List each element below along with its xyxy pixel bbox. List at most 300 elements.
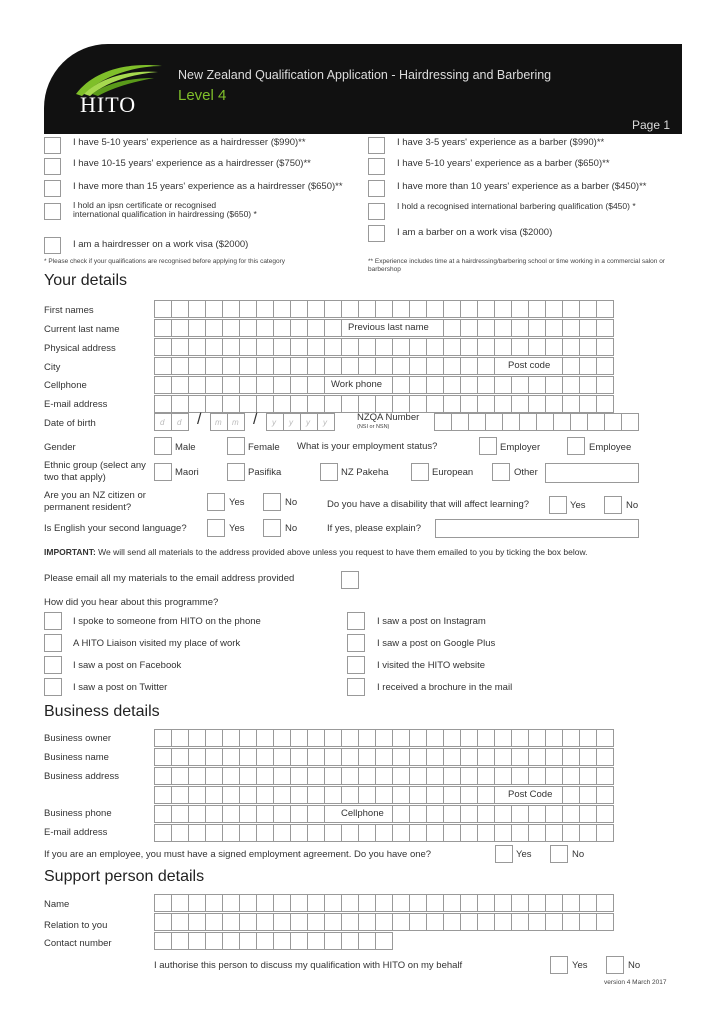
grid-cell[interactable] [171,894,189,912]
exp-barber-checkbox-5[interactable] [368,225,385,242]
grid-cell[interactable] [536,413,554,431]
grid-cell[interactable] [307,300,325,318]
grid-cell[interactable] [256,894,274,912]
grid-cell[interactable] [579,300,597,318]
grid-cell[interactable] [579,357,597,375]
grid-cell[interactable] [562,748,580,766]
grid-cell[interactable] [596,395,614,413]
grid-cell[interactable] [273,395,291,413]
grid-cell[interactable] [579,748,597,766]
grid-cell[interactable] [171,338,189,356]
grid-cell[interactable] [443,913,461,931]
grid-cell[interactable] [307,319,325,337]
grid-cell[interactable] [460,767,478,785]
grid-cell[interactable] [171,319,189,337]
grid-cell[interactable] [426,357,444,375]
grid-cell[interactable] [239,338,257,356]
grid-cell[interactable] [324,932,342,950]
grid-cell[interactable] [494,338,512,356]
grid-cell[interactable] [171,357,189,375]
grid-cell[interactable] [273,913,291,931]
grid-cell[interactable] [358,395,376,413]
grid-cell[interactable] [375,786,393,804]
grid-cell[interactable] [443,894,461,912]
email-input[interactable] [154,395,613,413]
authorise-yes-checkbox[interactable] [550,956,568,974]
grid-cell[interactable] [392,824,410,842]
grid-cell[interactable] [358,824,376,842]
grid-cell[interactable] [358,748,376,766]
grid-cell[interactable] [562,338,580,356]
first-names-input[interactable] [154,300,613,318]
grid-cell[interactable] [511,805,529,823]
grid-cell[interactable] [290,729,308,747]
grid-cell[interactable] [392,376,410,394]
grid-cell[interactable] [188,894,206,912]
grid-cell[interactable] [460,894,478,912]
grid-cell[interactable] [341,748,359,766]
grid-cell[interactable] [307,357,325,375]
grid-cell[interactable] [222,894,240,912]
agreement-no-checkbox[interactable] [550,845,568,863]
grid-cell[interactable] [307,748,325,766]
grid-cell[interactable] [460,786,478,804]
grid-cell[interactable] [426,913,444,931]
grid-cell[interactable] [188,767,206,785]
grid-cell[interactable] [324,913,342,931]
grid-cell[interactable] [188,824,206,842]
grid-cell[interactable] [188,319,206,337]
grid-cell[interactable] [239,376,257,394]
grid-cell[interactable] [494,805,512,823]
grid-cell[interactable] [477,786,495,804]
grid-cell[interactable] [290,319,308,337]
grid-cell[interactable] [205,729,223,747]
grid-cell[interactable] [426,767,444,785]
grid-cell[interactable] [545,824,563,842]
grid-cell[interactable] [307,338,325,356]
grid-cell[interactable] [409,805,427,823]
grid-cell[interactable] [222,357,240,375]
hear-facebook-checkbox[interactable] [44,656,62,674]
grid-cell[interactable] [579,824,597,842]
grid-cell[interactable] [443,824,461,842]
business-owner-input[interactable] [154,729,613,747]
grid-cell[interactable] [273,748,291,766]
grid-cell[interactable] [307,894,325,912]
grid-cell[interactable] [307,395,325,413]
grid-cell[interactable] [562,767,580,785]
agreement-yes-checkbox[interactable] [495,845,513,863]
grid-cell[interactable] [528,805,546,823]
grid-cell[interactable] [239,357,257,375]
email-materials-checkbox[interactable] [341,571,359,589]
grid-cell[interactable] [409,376,427,394]
grid-cell[interactable] [511,300,529,318]
grid-cell[interactable] [528,338,546,356]
explain-input[interactable] [435,519,639,538]
grid-cell[interactable] [222,376,240,394]
grid-cell[interactable] [205,824,223,842]
grid-cell[interactable] [460,824,478,842]
grid-cell[interactable] [273,932,291,950]
grid-cell[interactable] [273,300,291,318]
grid-cell[interactable] [494,729,512,747]
grid-cell[interactable] [494,395,512,413]
grid-cell[interactable] [222,932,240,950]
grid-cell[interactable] [545,376,563,394]
grid-cell[interactable] [307,932,325,950]
ethnic-pasifika-checkbox[interactable] [227,463,245,481]
grid-cell[interactable] [290,395,308,413]
grid-cell[interactable] [392,894,410,912]
grid-cell[interactable] [290,913,308,931]
grid-cell[interactable] [545,748,563,766]
grid-cell[interactable] [290,376,308,394]
grid-cell[interactable] [562,376,580,394]
grid-cell[interactable] [273,805,291,823]
grid-cell[interactable] [171,932,189,950]
grid-cell[interactable] [171,376,189,394]
grid-cell[interactable] [494,319,512,337]
grid-cell[interactable] [375,824,393,842]
grid-cell[interactable] [154,319,172,337]
grid-cell[interactable] [562,357,580,375]
grid-cell[interactable] [171,395,189,413]
grid-cell[interactable] [256,729,274,747]
grid-cell[interactable] [341,338,359,356]
grid-cell[interactable] [171,748,189,766]
citizen-yes-checkbox[interactable] [207,493,225,511]
grid-cell[interactable] [341,767,359,785]
grid-cell[interactable] [528,748,546,766]
grid-cell[interactable] [375,729,393,747]
exp-barber-checkbox-2[interactable] [368,158,385,175]
grid-cell[interactable] [188,338,206,356]
grid-cell[interactable] [596,913,614,931]
grid-cell[interactable] [256,748,274,766]
grid-cell[interactable] [358,767,376,785]
grid-cell[interactable] [273,786,291,804]
grid-cell[interactable] [392,748,410,766]
grid-cell[interactable] [477,376,495,394]
grid-cell[interactable] [188,913,206,931]
grid-cell[interactable] [154,932,172,950]
grid-cell[interactable] [596,319,614,337]
hear-googleplus-checkbox[interactable] [347,634,365,652]
grid-cell[interactable] [477,894,495,912]
grid-cell[interactable] [443,319,461,337]
grid-cell[interactable] [273,824,291,842]
grid-cell[interactable] [154,805,172,823]
grid-cell[interactable] [256,913,274,931]
grid-cell[interactable] [239,932,257,950]
grid-cell[interactable] [154,748,172,766]
hear-twitter-checkbox[interactable] [44,678,62,696]
gender-male-checkbox[interactable] [154,437,172,455]
grid-cell[interactable] [460,395,478,413]
grid-cell[interactable] [477,767,495,785]
grid-cell[interactable] [409,913,427,931]
grid-cell[interactable] [579,338,597,356]
grid-cell[interactable] [341,395,359,413]
grid-cell[interactable] [358,357,376,375]
grid-cell[interactable] [426,748,444,766]
grid-cell[interactable] [553,413,571,431]
grid-cell[interactable] [375,932,393,950]
grid-cell[interactable] [477,395,495,413]
grid-cell[interactable] [256,319,274,337]
grid-cell[interactable] [443,748,461,766]
grid-cell[interactable] [375,913,393,931]
grid-cell[interactable] [324,767,342,785]
grid-cell[interactable] [239,913,257,931]
ethnic-other-input[interactable] [545,463,639,483]
grid-cell[interactable] [171,824,189,842]
grid-cell[interactable] [477,300,495,318]
exp-hair-checkbox-5[interactable] [44,237,61,254]
grid-cell[interactable] [621,413,639,431]
grid-cell[interactable] [460,376,478,394]
grid-cell[interactable] [205,300,223,318]
grid-cell[interactable] [392,395,410,413]
grid-cell[interactable] [290,894,308,912]
business-email-input[interactable] [154,824,613,842]
grid-cell[interactable] [460,805,478,823]
grid-cell[interactable] [460,300,478,318]
citizen-no-checkbox[interactable] [263,493,281,511]
grid-cell[interactable] [596,748,614,766]
grid-cell[interactable] [409,357,427,375]
grid-cell[interactable] [239,824,257,842]
grid-cell[interactable] [443,729,461,747]
hear-website-checkbox[interactable] [347,656,365,674]
grid-cell[interactable] [562,395,580,413]
grid-cell[interactable] [256,300,274,318]
grid-cell[interactable] [154,300,172,318]
grid-cell[interactable] [511,894,529,912]
grid-cell[interactable] [358,338,376,356]
exp-barber-checkbox-4[interactable] [368,203,385,220]
grid-cell[interactable] [307,913,325,931]
grid-cell[interactable] [222,748,240,766]
grid-cell[interactable] [443,786,461,804]
grid-cell[interactable] [443,767,461,785]
grid-cell[interactable] [273,376,291,394]
grid-cell[interactable] [426,376,444,394]
grid-cell[interactable] [494,894,512,912]
grid-cell[interactable] [468,413,486,431]
grid-cell[interactable] [205,395,223,413]
grid-cell[interactable] [358,300,376,318]
grid-cell[interactable] [477,805,495,823]
grid-cell[interactable] [409,300,427,318]
grid-cell[interactable] [494,824,512,842]
grid-cell[interactable] [596,805,614,823]
grid-cell[interactable] [579,894,597,912]
grid-cell[interactable] [528,913,546,931]
grid-cell[interactable] [290,357,308,375]
grid-cell[interactable] [426,338,444,356]
grid-cell[interactable] [188,729,206,747]
grid-cell[interactable] [375,300,393,318]
grid-cell[interactable] [562,729,580,747]
grid-cell[interactable] [511,338,529,356]
grid-cell[interactable] [485,413,503,431]
grid-cell[interactable] [324,300,342,318]
grid-cell[interactable] [562,894,580,912]
grid-cell[interactable] [188,786,206,804]
grid-cell[interactable] [460,913,478,931]
grid-cell[interactable] [477,913,495,931]
grid-cell[interactable] [171,300,189,318]
grid-cell[interactable] [341,932,359,950]
grid-cell[interactable] [290,338,308,356]
grid-cell[interactable] [460,319,478,337]
grid-cell[interactable] [460,357,478,375]
physical-address-input[interactable] [154,338,613,356]
grid-cell[interactable] [239,300,257,318]
support-contact-input[interactable] [154,932,392,950]
grid-cell[interactable] [307,376,325,394]
grid-cell[interactable] [562,824,580,842]
grid-cell[interactable] [460,748,478,766]
grid-cell[interactable] [443,805,461,823]
grid-cell[interactable] [596,300,614,318]
grid-cell[interactable] [579,729,597,747]
grid-cell[interactable] [188,932,206,950]
grid-cell[interactable] [324,894,342,912]
grid-cell[interactable] [324,786,342,804]
grid-cell[interactable] [426,395,444,413]
grid-cell[interactable] [154,786,172,804]
grid-cell[interactable] [205,357,223,375]
grid-cell[interactable] [545,729,563,747]
grid-cell[interactable] [341,786,359,804]
grid-cell[interactable] [307,729,325,747]
grid-cell[interactable] [239,319,257,337]
grid-cell[interactable] [511,395,529,413]
grid-cell[interactable] [222,786,240,804]
grid-cell[interactable] [324,729,342,747]
grid-cell[interactable] [545,319,563,337]
grid-cell[interactable] [562,300,580,318]
grid-cell[interactable] [579,805,597,823]
grid-cell[interactable] [545,767,563,785]
grid-cell[interactable] [570,413,588,431]
grid-cell[interactable] [545,805,563,823]
grid-cell[interactable] [596,338,614,356]
grid-cell[interactable] [545,395,563,413]
grid-cell[interactable] [273,338,291,356]
grid-cell[interactable] [171,913,189,931]
grid-cell[interactable] [341,300,359,318]
grid-cell[interactable] [596,824,614,842]
employer-checkbox[interactable] [479,437,497,455]
grid-cell[interactable] [256,357,274,375]
exp-barber-checkbox-1[interactable] [368,137,385,154]
grid-cell[interactable] [171,786,189,804]
grid-cell[interactable] [579,376,597,394]
grid-cell[interactable] [426,805,444,823]
grid-cell[interactable] [528,729,546,747]
exp-barber-checkbox-3[interactable] [368,180,385,197]
disability-no-checkbox[interactable] [604,496,622,514]
english-no-checkbox[interactable] [263,519,281,537]
grid-cell[interactable] [205,767,223,785]
grid-cell[interactable] [239,894,257,912]
grid-cell[interactable] [392,729,410,747]
grid-cell[interactable] [341,357,359,375]
grid-cell[interactable] [273,319,291,337]
grid-cell[interactable] [392,805,410,823]
support-relation-input[interactable] [154,913,613,931]
grid-cell[interactable] [392,338,410,356]
grid-cell[interactable] [511,824,529,842]
grid-cell[interactable] [205,376,223,394]
grid-cell[interactable] [273,894,291,912]
grid-cell[interactable] [528,300,546,318]
grid-cell[interactable] [443,338,461,356]
grid-cell[interactable] [324,319,342,337]
grid-cell[interactable] [562,913,580,931]
grid-cell[interactable] [604,413,622,431]
grid-cell[interactable] [375,395,393,413]
grid-cell[interactable] [205,932,223,950]
grid-cell[interactable] [460,729,478,747]
grid-cell[interactable] [222,300,240,318]
grid-cell[interactable] [587,413,605,431]
grid-cell[interactable] [596,786,614,804]
grid-cell[interactable] [154,729,172,747]
grid-cell[interactable] [494,748,512,766]
grid-cell[interactable] [205,894,223,912]
grid-cell[interactable] [528,824,546,842]
grid-cell[interactable] [392,300,410,318]
ethnic-nz-pakeha-checkbox[interactable] [320,463,338,481]
grid-cell[interactable] [171,729,189,747]
grid-cell[interactable] [409,894,427,912]
grid-cell[interactable] [358,932,376,950]
grid-cell[interactable] [375,357,393,375]
grid-cell[interactable] [528,395,546,413]
grid-cell[interactable] [460,338,478,356]
grid-cell[interactable] [256,395,274,413]
grid-cell[interactable] [528,376,546,394]
grid-cell[interactable] [528,767,546,785]
grid-cell[interactable] [596,376,614,394]
grid-cell[interactable] [358,894,376,912]
grid-cell[interactable] [324,748,342,766]
grid-cell[interactable] [426,300,444,318]
grid-cell[interactable] [596,357,614,375]
grid-cell[interactable] [375,767,393,785]
grid-cell[interactable] [579,767,597,785]
grid-cell[interactable] [239,748,257,766]
grid-cell[interactable] [239,786,257,804]
grid-cell[interactable] [154,338,172,356]
grid-cell[interactable] [409,729,427,747]
grid-cell[interactable] [494,376,512,394]
grid-cell[interactable] [358,913,376,931]
grid-cell[interactable] [545,913,563,931]
grid-cell[interactable] [171,805,189,823]
grid-cell[interactable] [307,767,325,785]
employee-checkbox[interactable] [567,437,585,455]
grid-cell[interactable] [154,913,172,931]
nzqa-input[interactable] [434,413,638,431]
disability-yes-checkbox[interactable] [549,496,567,514]
